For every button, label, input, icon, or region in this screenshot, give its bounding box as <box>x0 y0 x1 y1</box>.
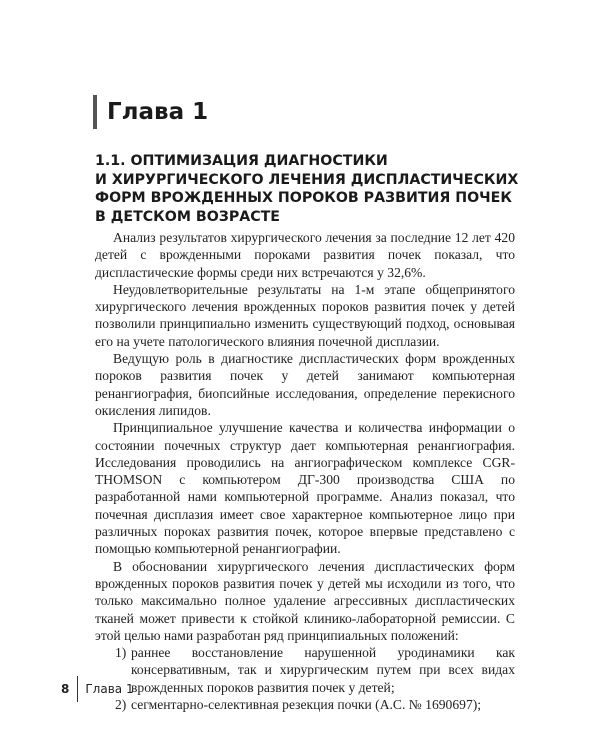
list-item-text: сегментарно-селективная резекция почки (А.С. № 1690697); <box>131 697 482 713</box>
paragraph: Анализ результатов хирургического лечения за последние 12 лет 420 детей с врожденными пороками развития почек показал, что диспластические формы среди них встречаются у 32,6%. <box>95 230 515 280</box>
paragraph: Ведущую роль в диагностике диспластических форм врожденных пороков развития почек у детей занимают компьютерная ренангиография, биопсийные исследования, определение перекисного окисления липидов. <box>95 351 515 418</box>
page-number: 8 <box>61 682 70 696</box>
section-title <box>95 152 525 226</box>
list-item <box>95 644 515 696</box>
list-item <box>95 696 515 713</box>
chapter-heading: Глава 1 <box>93 95 208 129</box>
list-item-number: 1) <box>115 645 127 661</box>
footer-chapter-label: Глава 1 <box>85 682 134 696</box>
footer-divider <box>77 676 78 702</box>
list-item-number: 2) <box>115 697 127 713</box>
section-title-line: И ХИРУРГИЧЕСКОГО ЛЕЧЕНИЯ ДИСПЛАСТИЧЕСКИХ <box>95 171 519 188</box>
section-title-line: 1.1. ОПТИМИЗАЦИЯ ДИАГНОСТИКИ <box>95 153 388 169</box>
section-title-line: ФОРМ ВРОЖДЕННЫХ ПОРОКОВ РАЗВИТИЯ ПОЧЕК <box>95 190 512 206</box>
page-footer <box>61 676 134 702</box>
principles-list <box>95 644 515 713</box>
body-text <box>95 229 515 713</box>
section-title-line: В ДЕТСКОМ ВОЗРАСТЕ <box>95 208 280 225</box>
paragraph: Принципиальное улучшение качества и количества информации о состоянии почечных структур дает компьютерная ренангиография. Исследования проводились на ангиографическом комплексе CGR-THOMSON с компьютером ДГ-300 производства США по разработанной нами компьютерной программе. Анализ показал, что почечная дисплазия имеет свое характерное компьютерное лицо при различных пороках развития почек, которое впервые представлено с помощью компьютерной ренангиографии. <box>95 420 515 557</box>
paragraph: Неудовлетворительные результаты на 1-м этапе общепринятого хирургического лечения врожденных пороков развития почек у детей позволили принципиально изменить существующий подход, основывая его на учете патологического влияния почечной дисплазии. <box>95 281 515 349</box>
paragraph: В обосновании хирургического лечения диспластических форм врожденных пороков развития почек у детей мы исходили из того, что только максимально полное удаление агрессивных диспластических тканей может привести к стойкой клинико-лабораторной ремиссии. С этой целью нами разработан ряд принципиальных положений: <box>95 558 515 643</box>
list-item-text: раннее восстановление нарушенной уродинамики как консервативным, так и хирургическим путем при всех видах врожденных пороков развития почек у детей; <box>131 645 515 695</box>
